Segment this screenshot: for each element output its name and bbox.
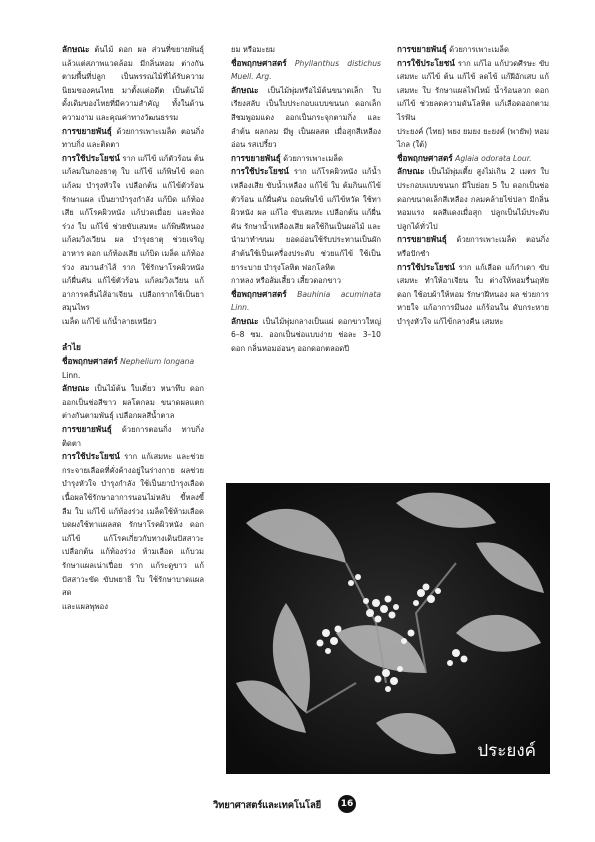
paragraph-text: ด้วยการเพาะเมล็ด ตอนกิ่ง ทาบกิ่ง และติดตา (62, 126, 204, 150)
paragraph-text: เป็นไม้พุ่มกลางเป็นแผ่ ดอกขาวใหญ่ 6–8 ซม. ออกเป็นช่อแบบง่าย ช่อละ 3–10 ดอก กลิ่นหอมอ่อนๆ ออกดอกตลอดปี (231, 316, 381, 354)
paragraph-text: เป็นไม้ต้น ใบเดี่ยว หนาทึบ ดอกออกเป็นช่อสีขาว ผลโตกลม ขนาดผลแตกต่างกันตามพันธุ์ เปลือกผลสีน้ำตาล (62, 384, 204, 421)
label-uses: การใช้ประโยชน์ (397, 261, 455, 272)
paragraph-text: ด้วยการเพาะเมล็ด (449, 45, 509, 54)
paragraph-text: ราก แก้โรคผิวหนัง แก้น้ำเหลืองเสีย ขับน้ำเหลือง แก้ไข้ ใบ ต้มกินแก้ไข้ ตัวร้อน แก้ผื่นคัน ถอนพิษไข้ แก้ไข้หวัด ใช้ทาผิวหนัง ผล แก้ไอ ขับเสมหะ เปลือกต้น แก้ผื่นคัน รักษาน้ำเหลืองเสีย ผลใช้กินเป็นผลไม้ และนำมาทำขนม ยอดอ่อนใช้รับประทานเป็นผัก ลำต้นใช้เป็นเครื่องประดับ ช่วยแก้ไข้ ใช้เป็นยาระบาย บำรุงโลหิต ฟอกโลหิต (231, 167, 381, 272)
label-propagation: การขยายพันธุ์ (231, 152, 281, 163)
paragraph-text: ต้นไม้ ดอก ผล ส่วนที่ขยายพันธุ์ แล้วแต่สภาพแวดล้อม มีกลิ่นหอม ต่างกันตามพื้นที่ปลูก เป็นพรรณไม้ที่ได้รับความนิยมของคนไทย มาตั้งแต่อดีต เป็นต้นไม้ดั้งเดิมของไทยที่มีความสำคัญ ทั้งในด้านความงาม และคุณค่าทางวัฒนธรรม (62, 45, 204, 122)
paragraph-text: ราก แก้ไข้ แก้ตัวร้อน ต้น แก้ลมในกองธาตุ ใบ แก้ไข้ แก้พิษไข้ ดอก แก้ลม บำรุงหัวใจ เปลือกต้น แก้ไข้ตัวร้อน รักษาแผล เป็นยาบำรุงกำลัง แก้บิด แก้ท้องเสีย แก้โรคผิวหนัง แก้ปวดเมื่อย และท้องร่วง ใบ แก้ไข้ ช่วยขับเสมหะ แก้พิษฝีหนอง แก้ลมวิงเวียน ผล บำรุงธาตุ ช่วยเจริญอาหาร ดอก แก้ท้องเสีย แก้บิด เมล็ด แก้ท้องร่วง สมานลำไส้ ราก ใช้รักษาโรคผิวหนัง แก้ผื่นคัน แก้ไข้ตัวร้อน แก้ลมวิงเวียน แก้อาการคลื่นไส้อาเจียน เปลือกรากใช้เป็นยาสมุนไพร (62, 153, 204, 313)
scientific-name: Aglaia odorata Lour. (455, 153, 532, 163)
label-characteristics: ลักษณะ (62, 44, 90, 54)
column-left (62, 43, 204, 613)
paragraph (62, 43, 204, 125)
paragraph-text: ราก แก้ไอ แก้ปวดศีรษะ ขับเสมหะ แก้ไข้ ต้น แก้ไข้ ลดไข้ แก้ฝีอักเสบ แก้เสมหะ ใบ รักษาแผลไฟไหม้ น้ำร้อนลวก ดอก แก้ไข้ ช่วยลดความดันโลหิต แก้เลือดออกตามไรฟัน (397, 58, 549, 122)
paragraph (62, 382, 204, 423)
photo-caption: ประยงค์ (477, 741, 536, 761)
scientific-name: Nephelium longana (120, 357, 195, 367)
scientific-name: Bauhinia acuminata Linn. (231, 289, 381, 313)
paragraph-text: ราก แก้เลือด แก้กำเดา ขับเสมหะ ทำให้อาเจียน ใบ ต่างให้หอมรื่นฤทัย ดอก ใช้อบผ้าให้หอม รักษาฝีหนอง ผล ช่วยการหายใจ แก้อาการมึนงง แก้ร้อนใน ดับกระหาย บำรุงหัวใจ แก้ไข้กลางคืน เสมหะ (397, 262, 549, 326)
paragraph (231, 84, 381, 152)
paragraph-text: ด้วยการเพาะเมล็ด (283, 153, 343, 163)
label-characteristics: ลักษณะ (231, 84, 259, 95)
paragraph-text: ด้วยการเพาะเมล็ด ตอนกิ่ง หรือปักชำ (397, 235, 549, 258)
scientific-name-line (231, 288, 381, 315)
paragraph: เมล็ด แก้ไข้ แก้น้ำลายเหนียว (62, 316, 157, 326)
label-uses: การใช้ประโยชน์ (62, 152, 120, 163)
label-uses: การใช้ประโยชน์ (397, 57, 455, 68)
paragraph (62, 152, 204, 315)
paragraph (397, 57, 549, 125)
label-scientific-name: ชื่อพฤกษศาสตร์ (62, 356, 118, 367)
paragraph-text: ราก แก้เสมหะ และช่วยกระจายเลือดที่คั่งค้างอยู่ในร่างกาย ผลช่วยบำรุงหัวใจ บำรุงกำลัง ใช้เป็นยาบำรุงเลือด เนื้อผลใช้รักษาอาการนอนไม่หลับ ขี้หลงขี้ลืม ใบ แก้ไข้ แก้ท้องร่วง เมล็ดใช้ห้ามเลือด บดผงใช้ทาแผลสด รักษาโรคผิวหนัง ดอก แก้ไข้ แก้โรคเกี่ยวกับทางเดินปัสสาวะ เปลือกต้น แก้ท้องร่วง ห้ามเลือด แก้บวม รักษาแผลเน่าเปื่อย ราก แก้ระดูขาว แก้ปัสสาวะขัด ขับพยาธิ ใบ ใช้รักษาบาดแผลสด (62, 452, 204, 598)
column-right (397, 43, 549, 328)
paragraph-text: ด้วยการตอนกิ่ง ทาบกิ่ง ติดตา (62, 425, 204, 448)
paragraph-text: เป็นไม้พุ่มหรือไม้ต้นขนาดเล็ก ใบเรียงสลับ เป็นใบประกอบแบบขนนก ดอกเล็ก สีชมพูอมแดง ออกเป็นกระจุกตามกิ่ง และลำต้น ผลกลม มีพู เป็นผลสด เมื่อสุกสีเหลืองอ่อน รสเปรี้ยว (231, 85, 381, 150)
label-propagation: การขยายพันธุ์ (62, 424, 112, 435)
scientific-author: Linn. (62, 370, 81, 380)
label-characteristics: ลักษณะ (231, 315, 259, 326)
label-characteristics: ลักษณะ (62, 383, 90, 394)
paragraph (397, 233, 549, 260)
page-number-badge: 16 (338, 795, 356, 813)
paragraph (231, 165, 381, 274)
scientific-name-line (231, 57, 381, 84)
paragraph (397, 165, 549, 233)
label-characteristics: ลักษณะ (397, 166, 425, 177)
spacer (62, 328, 204, 341)
paragraph (397, 261, 549, 329)
publication-title: วิทยาศาสตร์และเทคโนโลยี (213, 800, 321, 811)
paragraph (397, 43, 549, 57)
label-scientific-name: ชื่อพฤกษศาสตร์ (231, 288, 287, 299)
plant-intro: ยม หรือมะยม (231, 45, 276, 54)
paragraph (62, 125, 204, 152)
flower-photo (226, 483, 550, 774)
label-uses: การใช้ประโยชน์ (231, 166, 289, 177)
scientific-name-line (62, 355, 204, 369)
label-propagation: การขยายพันธุ์ (62, 125, 112, 136)
paragraph (231, 315, 381, 356)
plant-intro: ประยงค์ (ไทย) พยง ยมยง ยะยงค์ (พายัพ) หอมไกล (ใต้) (397, 126, 549, 150)
paragraph (62, 450, 204, 600)
paragraph-text: เป็นไม้พุ่มเตี้ย สูงไม่เกิน 2 เมตร ใบประกอบแบบขนนก มีใบย่อย 5 ใบ ดอกเป็นช่อ ดอกขนาดเล็กสีเหลือง กลมคล้ายไข่ปลา มีกลิ่นหอมแรง ผลสีแดงเมื่อสุก ปลูกเป็นไม้ประดับ ปลูกได้ทั่วไป (397, 167, 549, 231)
plant-heading: ลำไย (62, 342, 81, 353)
label-propagation: การขยายพันธุ์ (397, 234, 447, 245)
plant-intro: กาหลง หรือส้มเสี้ยว เสี้ยวดอกขาว (231, 276, 342, 286)
scientific-name: Phyllanthus distichus Muell. Arg. (231, 58, 381, 82)
flower-illustration (226, 483, 550, 774)
label-scientific-name: ชื่อพฤกษศาสตร์ (231, 57, 287, 68)
label-scientific-name: ชื่อพฤกษศาสตร์ (397, 152, 453, 163)
column-middle (231, 43, 381, 356)
scientific-name-line (397, 152, 549, 166)
label-propagation: การขยายพันธุ์ (397, 44, 447, 54)
paragraph (231, 152, 381, 166)
label-uses: การใช้ประโยชน์ (62, 451, 120, 462)
page-footer (0, 795, 595, 815)
paragraph (62, 423, 204, 450)
paragraph: และแผลพุพอง (62, 601, 108, 611)
